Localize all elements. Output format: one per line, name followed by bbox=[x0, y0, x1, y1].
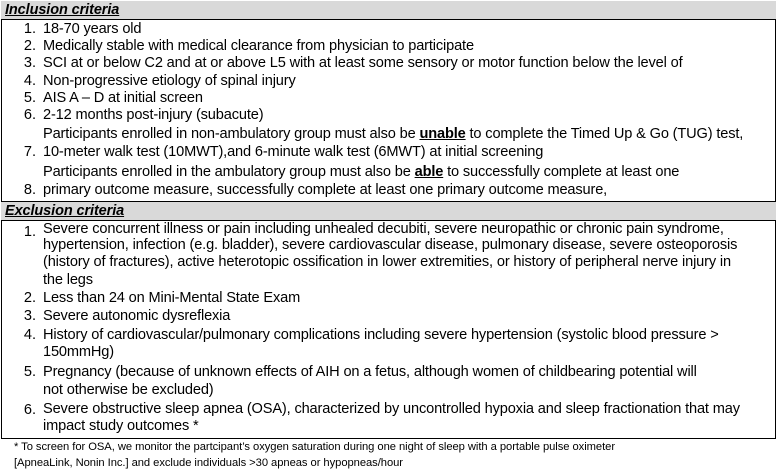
exclusion-item-4-line-2: 150mmHg) bbox=[43, 344, 114, 360]
exclusion-item-5-line-1: Pregnancy (because of unknown effects of AIH on a fetus, although women of childbearing potential will bbox=[43, 364, 697, 380]
exclusion-item-2: Less than 24 on Mini-Mental State Exam bbox=[43, 290, 301, 306]
inclusion-number: 1 . bbox=[22, 21, 36, 38]
exclusion-item-1-line-1: Severe concurrent illness or pain including unhealed decubiti, severe neuropathic or chronic pain syndrome, bbox=[43, 221, 724, 237]
inclusion-item-1: 18-70 years old bbox=[43, 21, 142, 37]
inclusion-number: 3 . bbox=[22, 55, 36, 72]
inclusion-item-6: 2-12 months post-injury (subacute) bbox=[43, 107, 264, 123]
inclusion-item-8-keyword: able bbox=[414, 164, 444, 180]
inclusion-item-8-line-2: primary outcome measure, successfully complete at least one primary outcome measure, bbox=[43, 182, 608, 198]
inclusion-item-5: AIS A – D at initial screen bbox=[43, 90, 203, 106]
exclusion-item-1-line-3: (history of fractures), active heterotopic ossification in lower extremities, or history of peripheral nerve injury in bbox=[43, 254, 731, 270]
footnote-line-1: * To screen for OSA, we monitor the partcipant’s oxygen saturation during one night of sleep with a portable pulse oximeter bbox=[14, 441, 616, 453]
inclusion-number: 5 . bbox=[22, 90, 36, 107]
inclusion-number: 2 . bbox=[22, 38, 36, 55]
inclusion-item-8-line-1 bbox=[43, 164, 679, 181]
inclusion-item-7-post: to complete the Timed Up & Go (TUG) test, bbox=[465, 126, 744, 142]
inclusion-item-7-line-2: 10-meter walk test (10MWT),and 6-minute walk test (6MWT) at initial screening bbox=[43, 144, 544, 160]
exclusion-number: 4 . bbox=[22, 327, 36, 344]
exclusion-header bbox=[1, 201, 776, 221]
exclusion-item-1-line-4: the legs bbox=[43, 272, 93, 288]
exclusion-item-6-line-1: Severe obstructive sleep apnea (OSA), characterized by uncontrolled hypoxia and sleep fractionation that may bbox=[43, 401, 740, 417]
exclusion-item-4-line-1: History of cardiovascular/pulmonary complications including severe hypertension (systolic blood pressure > bbox=[43, 327, 719, 343]
inclusion-item-7-keyword: unable bbox=[419, 126, 466, 142]
inclusion-number: 7 . bbox=[22, 144, 36, 161]
inclusion-number: 8 . bbox=[22, 182, 36, 199]
inclusion-item-3: SCI at or below C2 and at or above L5 with at least some sensory or motor function below the level of bbox=[43, 55, 683, 71]
exclusion-item-1-line-2: hypertension, infection (e.g. bladder), severe cardiovascular disease, pulmonary disease, severe osteoporosis bbox=[43, 237, 738, 253]
inclusion-item-7-pre: Participants enrolled in non-ambulatory group must also be bbox=[43, 126, 420, 142]
inclusion-item-8-post: to successfully complete at least one bbox=[443, 164, 680, 180]
exclusion-number: 2 . bbox=[22, 290, 36, 307]
exclusion-item-6-line-2: impact study outcomes * bbox=[43, 418, 199, 434]
inclusion-header bbox=[1, 1, 776, 20]
inclusion-item-7-line-1 bbox=[43, 126, 743, 143]
exclusion-number: 5 . bbox=[22, 364, 36, 381]
exclusion-number: 6 . bbox=[22, 402, 36, 419]
inclusion-title: Inclusion criteria bbox=[5, 2, 120, 18]
exclusion-item-3: Severe autonomic dysreflexia bbox=[43, 308, 231, 324]
inclusion-item-2: Medically stable with medical clearance from physician to participate bbox=[43, 38, 474, 54]
exclusion-number: 1 . bbox=[22, 224, 36, 241]
inclusion-item-8-pre: Participants enrolled in the ambulatory group must also be bbox=[43, 164, 415, 180]
exclusion-item-5-line-2: not otherwise be excluded) bbox=[43, 382, 214, 398]
inclusion-number: 4 . bbox=[22, 73, 36, 90]
inclusion-item-4: Non-progressive etiology of spinal injury bbox=[43, 73, 296, 89]
footnote-line-2: [ApneaLink, Nonin Inc.] and exclude individuals >30 apneas or hypopneas/hour bbox=[14, 457, 403, 469]
exclusion-number: 3 . bbox=[22, 308, 36, 325]
exclusion-title: Exclusion criteria bbox=[5, 203, 125, 219]
inclusion-number: 6 . bbox=[22, 107, 36, 124]
